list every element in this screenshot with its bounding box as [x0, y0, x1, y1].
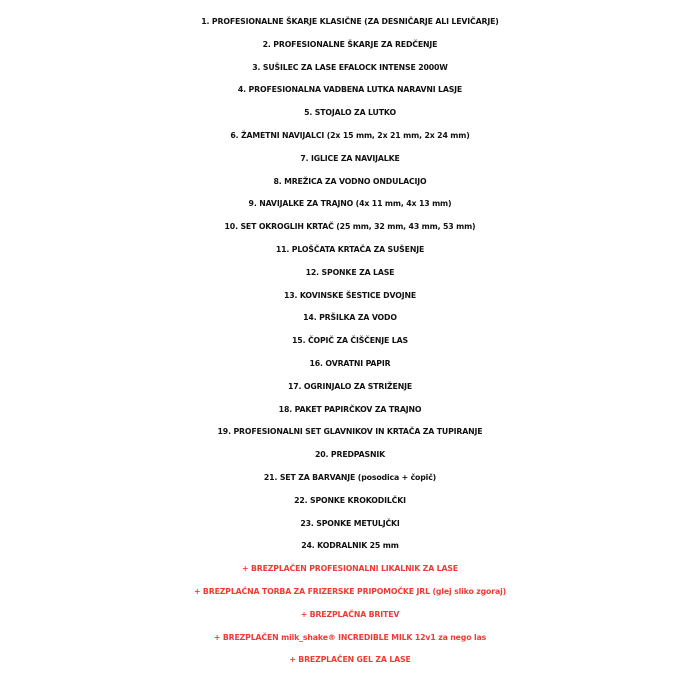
list-item: 10. SET OKROGLIH KRTAČ (25 mm, 32 mm, 43 mm, 53 mm) [224, 222, 476, 232]
list-item: 20. PREDPASNIK [314, 450, 386, 460]
bonus-item: + BREZPLAČEN GEL ZA LASE [289, 655, 411, 665]
list-item: 8. MREŽICA ZA VODNO ONDULACIJO [273, 176, 427, 186]
list-item: 19. PROFESIONALNI SET GLAVNIKOV IN KRTAČA ZA TUPIRANJE [217, 427, 483, 437]
list-item: 1. PROFESIONALNE ŠKARJE KLASIČNE (ZA DESNIČARJE ALI LEVIČARJE) [201, 17, 499, 26]
list-item: 9. NAVIJALKE ZA TRAJNO (4x 11 mm, 4x 13 mm) [248, 199, 452, 209]
bonus-item: + BREZPLAČNA BRITEV [300, 609, 400, 619]
list-item: 23. SPONKE METULJČKI [300, 518, 400, 528]
list-item: 24. KODRALNIK 25 mm [301, 541, 399, 551]
list-item: 16. OVRATNI PAPIR [309, 358, 391, 368]
list-item: 21. SET ZA BARVANJE (posodica + čopič) [263, 472, 437, 482]
list-item: 6. ŽAMETNI NAVIJALCI (2x 15 mm, 2x 21 mm, 2x 24 mm) [230, 130, 470, 140]
list-item: 11. PLOŠČATA KRTAČA ZA SUŠENJE [275, 244, 425, 254]
list-item: 3. SUŠILEC ZA LASE EFALOCK INTENSE 2000W [252, 62, 448, 72]
list-item: 7. IGLICE ZA NAVIJALKE [300, 153, 400, 163]
list-item: 13. KOVINSKE ŠESTICE DVOJNE [283, 290, 417, 300]
list-item: 4. PROFESIONALNA VADBENA LUTKA NARAVNI LASJE [237, 85, 463, 95]
list-item: 18. PAKET PAPIRČKOV ZA TRAJNO [278, 404, 422, 414]
list-item: 5. STOJALO ZA LUTKO [304, 108, 396, 118]
list-item: 15. ČOPIČ ZA ČIŠČENJE LAS [292, 336, 408, 346]
product-list [0, 11, 700, 672]
list-item: 14. PRŠILKA ZA VODO [303, 313, 397, 323]
list-item: 17. OGRINJALO ZA STRIŽENJE [287, 381, 413, 391]
list-item: 12. SPONKE ZA LASE [305, 267, 395, 277]
bonus-item: + BREZPLAČEN milk_shake® INCREDIBLE MILK 12v1 za nego las [213, 632, 487, 642]
bonus-item: + BREZPLAČEN PROFESIONALNI LIKALNIK ZA LASE [242, 564, 458, 574]
list-item: 2. PROFESIONALNE ŠKARJE ZA REDČENJE [262, 39, 438, 49]
bonus-item: + BREZPLAČNA TORBA ZA FRIZERSKE PRIPOMOČKE JRL (glej sliko zgoraj) [193, 586, 507, 596]
list-item: 22. SPONKE KROKODILČKI [294, 495, 406, 505]
